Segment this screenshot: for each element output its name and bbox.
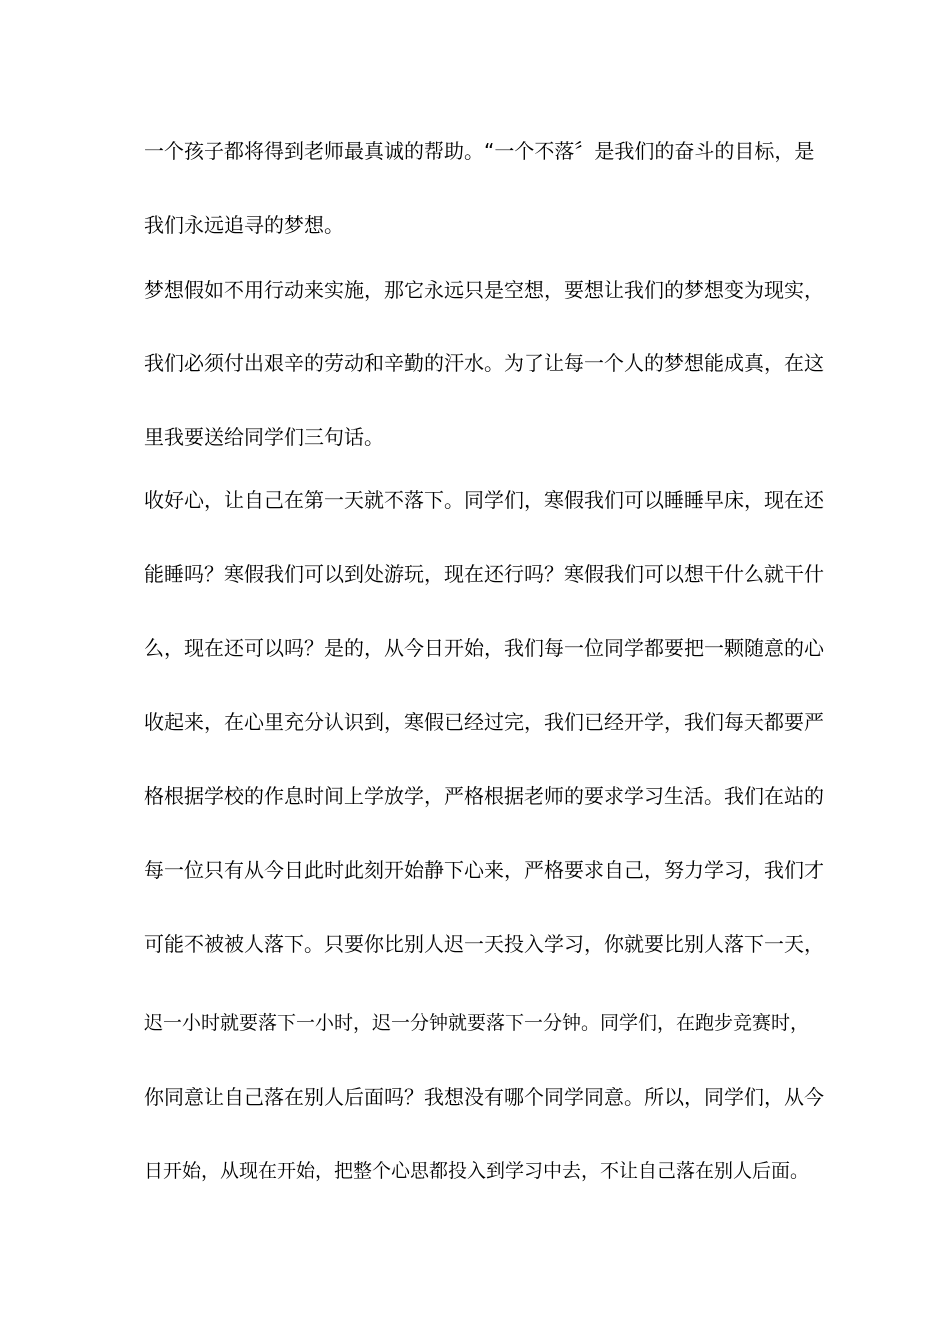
text-line-10: 格根据学校的作息时间上学放学，严格根据老师的要求学习生活。我们在站的 <box>144 784 824 808</box>
text-line-1: 一个孩子都将得到老师最真诚的帮助。“一个不落〞是我们的奋斗的目标，是 <box>144 139 815 163</box>
text-line-6: 收好心，让自己在第一天就不落下。同学们，寒假我们可以睡睡早床，现在还 <box>144 488 824 512</box>
text-line-15: 日开始，从现在开始，把整个心思都投入到学习中去，不让自己落在别人后面。 <box>144 1160 810 1182</box>
text-line-11: 每一位只有从今日此时此刻开始静下心来，严格要求自己，努力学习，我们才 <box>144 858 824 882</box>
text-line-3: 梦想假如不用行动来实施，那它永远只是空想，要想让我们的梦想变为现实， <box>144 278 824 302</box>
text-line-7: 能睡吗？寒假我们可以到处游玩，现在还行吗？寒假我们可以想干什么就干什 <box>144 562 824 586</box>
text-line-4: 我们必须付出艰辛的劳动和辛勤的汗水。为了让每一个人的梦想能成真，在这 <box>144 351 824 375</box>
text-line-8: 么，现在还可以吗？是的，从今日开始，我们每一位同学都要把一颗随意的心 <box>144 636 824 660</box>
text-line-5: 里我要送给同学们三句话。 <box>144 425 384 449</box>
text-line-13: 迟一小时就要落下一小时，迟一分钟就要落下一分钟。同学们，在跑步竞赛时， <box>144 1012 810 1034</box>
text-line-2: 我们永远追寻的梦想。 <box>144 213 344 237</box>
text-line-14: 你同意让自己落在别人后面吗？我想没有哪个同学同意。所以，同学们，从今 <box>144 1085 824 1109</box>
text-line-9: 收起来，在心里充分认识到，寒假已经过完，我们已经开学，我们每天都要严 <box>144 710 824 734</box>
text-line-12: 可能不被被人落下。只要你比别人迟一天投入学习，你就要比别人落下一天， <box>144 932 824 956</box>
